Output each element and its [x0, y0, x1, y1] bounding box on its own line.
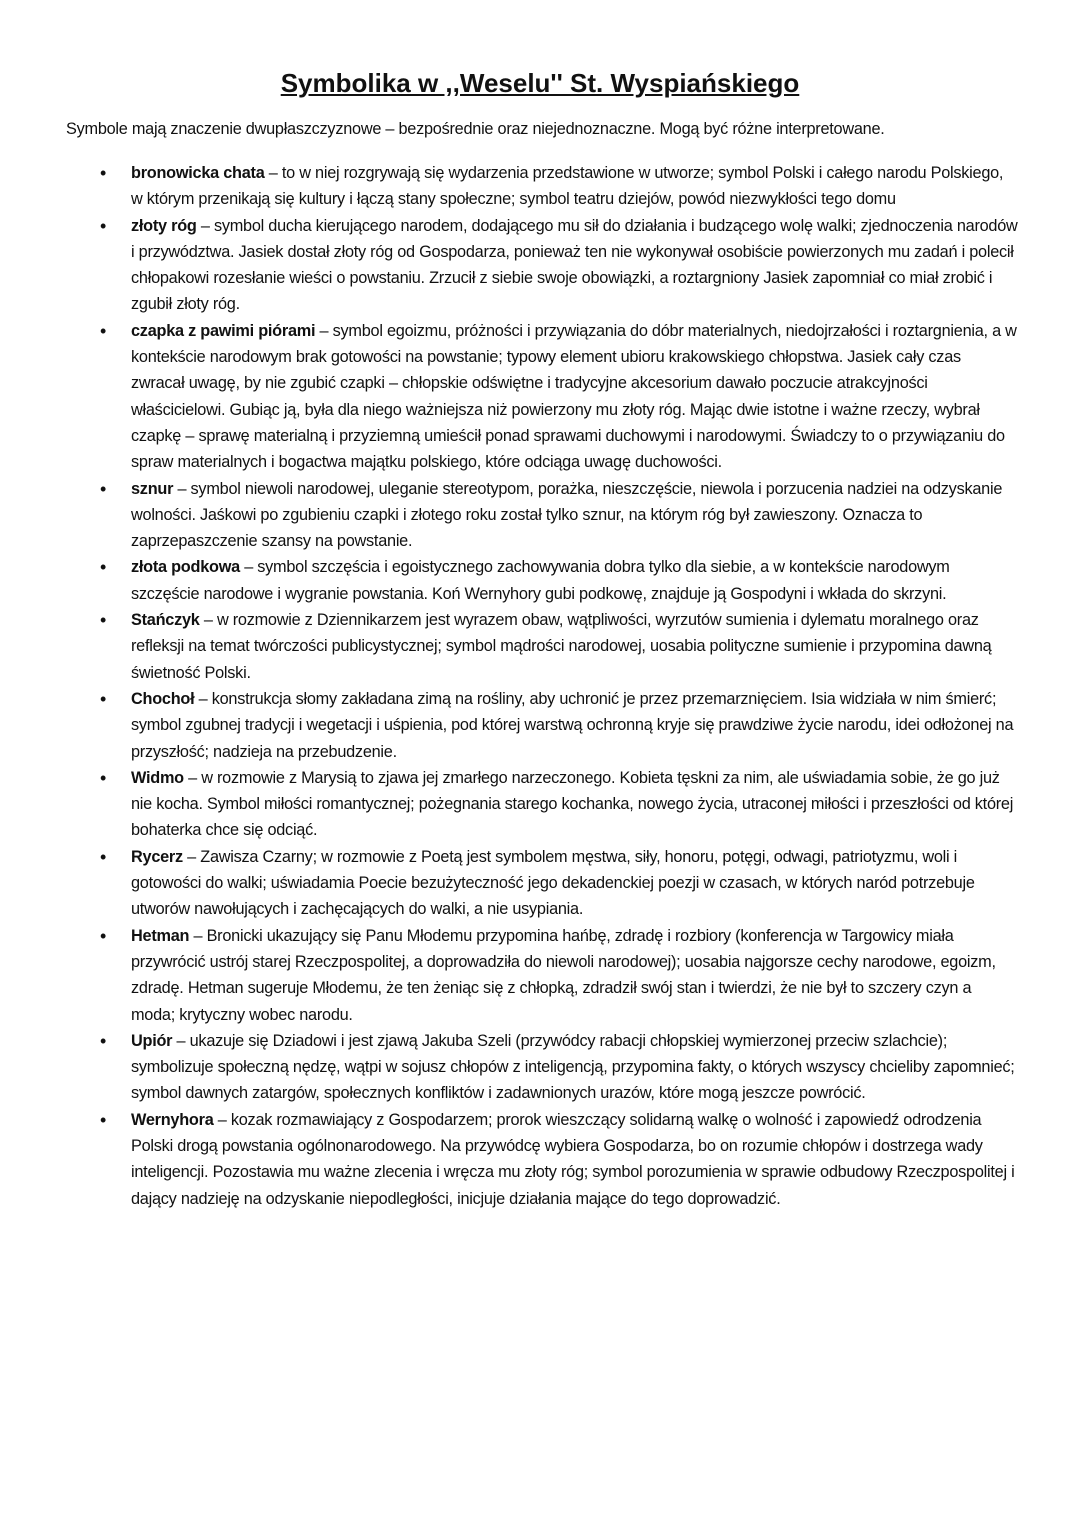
bullet-icon: •: [100, 767, 107, 788]
symbol-term: czapka z pawimi piórami: [131, 321, 316, 340]
symbol-term: sznur: [131, 479, 174, 498]
symbol-description: – kozak rozmawiający z Gospodarzem; prorok wieszczący solidarną walkę o wolność i zapowiedź odrodzenia Polski drogą powstania ogólnonarodowego. Na przywódcę wybiera Gospodarza, bo on rozumie chłopów i dostrzega wady inteligencji. Pozostawia mu ważne zlecenia i wręcza mu złoty róg; symbol porozumienia w sprawie odbudowy Rzeczpospolitej i dający nadzieję na odzyskanie niepodległości, inicjuje działania mające do tego doprowadzić.: [131, 1110, 1015, 1208]
symbol-term: Widmo: [131, 768, 184, 787]
list-item: [100, 923, 1018, 1028]
symbol-description: – w rozmowie z Marysią to zjawa jej zmarłego narzeczonego. Kobieta tęskni za nim, ale uświadamia sobie, że go już nie kocha. Symbol miłości romantycznej; pożegnania starego kochanka, nowego życia, utraconej miłości i przeszłości od której bohaterka chce się odciąć.: [131, 768, 1014, 840]
bullet-icon: •: [100, 610, 107, 631]
symbol-description: – ukazuje się Dziadowi i jest zjawą Jakuba Szeli (przywódcy rabacji chłopskiej wymierzonej przeciw szlachcie); symbolizuje społeczną nędzę, wątpi w sojusz chłopów z inteligencją, przypomina fakty, o których wszyscy chcieliby zapomnieć; symbol dawnych zatargów, społecznych konfliktów i zadawnionych urazów, które mogą jeszcze powrócić.: [131, 1031, 1015, 1103]
intro-paragraph: Symbole mają znaczenie dwupłaszczyznowe – bezpośrednie oraz niejednoznaczne. Mogą być różne interpretowane.: [66, 120, 885, 138]
symbol-term: Chochoł: [131, 689, 195, 708]
symbol-description: – konstrukcja słomy zakładana zimą na rośliny, aby uchronić je przez przemarznięciem. Isia widziała w nim śmierć; symbol zgubnej tradycji i wegetacji i uśpienia, pod której warstwą ochronną kryje się prawdziwe życie narodu, idei odłożonej na przyszłość; nadzieja na przebudzenie.: [131, 689, 1014, 761]
bullet-icon: •: [100, 320, 107, 341]
bullet-icon: •: [100, 1030, 107, 1051]
bullet-icon: •: [100, 557, 107, 578]
list-item: [100, 607, 1018, 686]
symbol-description: – symbol szczęścia i egoistycznego zachowywania dobra tylko dla siebie, a w kontekście narodowym szczęście narodowe i wygranie powstania. Koń Wernyhory gubi podkowę, znajduje ją Gospodyni i wkłada do skrzyni.: [131, 558, 950, 603]
list-item: [100, 476, 1018, 555]
list-item: [100, 318, 1018, 476]
bullet-icon: •: [100, 215, 107, 236]
list-item: [100, 1107, 1018, 1212]
symbol-description: – to w niej rozgrywają się wydarzenia przedstawione w utworze; symbol Polski i całego narodu Polskiego, w którym przenikają się kultury i łączą stany społeczne; symbol teatru dziejów, powód niezwykłości tego domu: [131, 164, 1004, 209]
page-title: Symbolika w ,,Weselu'' St. Wyspiańskiego: [280, 68, 800, 98]
symbol-description: – symbol niewoli narodowej, uleganie stereotypom, porażka, nieszczęście, niewola i porzucenia nadziei na odzyskanie wolności. Jaśkowi po zgubieniu czapki i złotego roku został tylko sznur, na którym róg był zawieszony. Oznacza to zaprzepaszczenie szansy na powstanie.: [131, 479, 1003, 551]
symbol-description: – w rozmowie z Dziennikarzem jest wyrazem obaw, wątpliwości, wyrzutów sumienia i dylematu moralnego oraz refleksji na temat twórczości publicystycznej; symbol mądrości narodowej, uosabia polityczne sumienie i przypomina dawną świetność Polski.: [131, 611, 992, 682]
bullet-icon: •: [100, 688, 107, 709]
symbol-term: Rycerz: [131, 847, 183, 866]
symbol-description: – symbol ducha kierującego narodem, dodającego mu sił do działania i budzącego wolę walki; zjednoczenia narodów i przywództwa. Jasiek dostał złoty róg od Gospodarza, ponieważ ten nie wykonywał osobiście powierzonych mu zadań i polecił chłopakowi rozesłanie wieści o powstaniu. Zrzucił z siebie swoje obowiązki, a roztargniony Jasiek zapomniał co miał zrobić i zgubił złoty róg.: [131, 216, 1018, 314]
bullet-icon: •: [100, 1109, 107, 1130]
symbol-description: – Bronicki ukazujący się Panu Młodemu przypomina hańbę, zdradę i rozbiory (konferencja w Targowicy miała przywrócić ustrój starej Rzeczpospolitej, a doprowadziła do niewoli narodowej); uosabia najgorsze cechy narodowe, egoizm, zdradę. Hetman sugeruje Młodemu, że ten żeniąc się z chłopką, zdradził swój stan i twierdzi, że nie był to szczery czyn a moda; krytyczny wobec narodu.: [131, 926, 996, 1024]
symbol-description: – symbol egoizmu, próżności i przywiązania do dóbr materialnych, niedojrzałości i roztargnienia, a w kontekście narodowym brak gotowości na powstanie; typowy element ubioru krakowskiego chłopstwa. Jasiek cały czas zwracał uwagę, by nie zgubić czapki – chłopskie odświętne i tradycyjne akcesorium dawało poczucie atrakcyjności właścicielowi. Gubiąc ją, była dla niego ważniejsza niż powierzony mu złoty róg. Mając dwie istotne i ważne rzeczy, wybrał czapkę – sprawę materialną i przyziemną umieścił ponad sprawami duchowymi i narodowymi. Świadczy to o przywiązaniu do spraw materialnych i bogactwa majątku polskiego, które odciąga uwagę duchowości.: [131, 321, 1017, 472]
list-item: [100, 160, 1018, 213]
symbol-term: złoty róg: [131, 216, 197, 235]
symbol-description: – Zawisza Czarny; w rozmowie z Poetą jest symbolem męstwa, siły, honoru, potęgi, odwagi, patriotyzmu, woli i gotowości do walki; uświadamia Poecie bezużyteczność jego dekadenckiej poezji w czasach, w których naród potrzebuje utworów nawołujących i zachęcających do walki, a nie usypiania.: [131, 847, 975, 919]
bullet-icon: •: [100, 925, 107, 946]
list-item: [100, 686, 1018, 765]
list-item: [100, 554, 1018, 607]
symbol-list: [100, 160, 1018, 1212]
symbol-term: Upiór: [131, 1031, 173, 1050]
symbol-term: bronowicka chata: [131, 164, 265, 182]
bullet-icon: •: [100, 163, 107, 183]
symbol-term: złota podkowa: [131, 558, 240, 577]
bullet-icon: •: [100, 846, 107, 867]
symbol-term: Wernyhora: [131, 1110, 214, 1129]
bullet-icon: •: [100, 478, 107, 499]
list-item: [100, 765, 1018, 844]
list-item: [100, 1028, 1018, 1107]
list-item: [100, 844, 1018, 923]
symbol-term: Hetman: [131, 926, 190, 945]
list-item: [100, 213, 1018, 318]
symbol-term: Stańczyk: [131, 611, 200, 630]
